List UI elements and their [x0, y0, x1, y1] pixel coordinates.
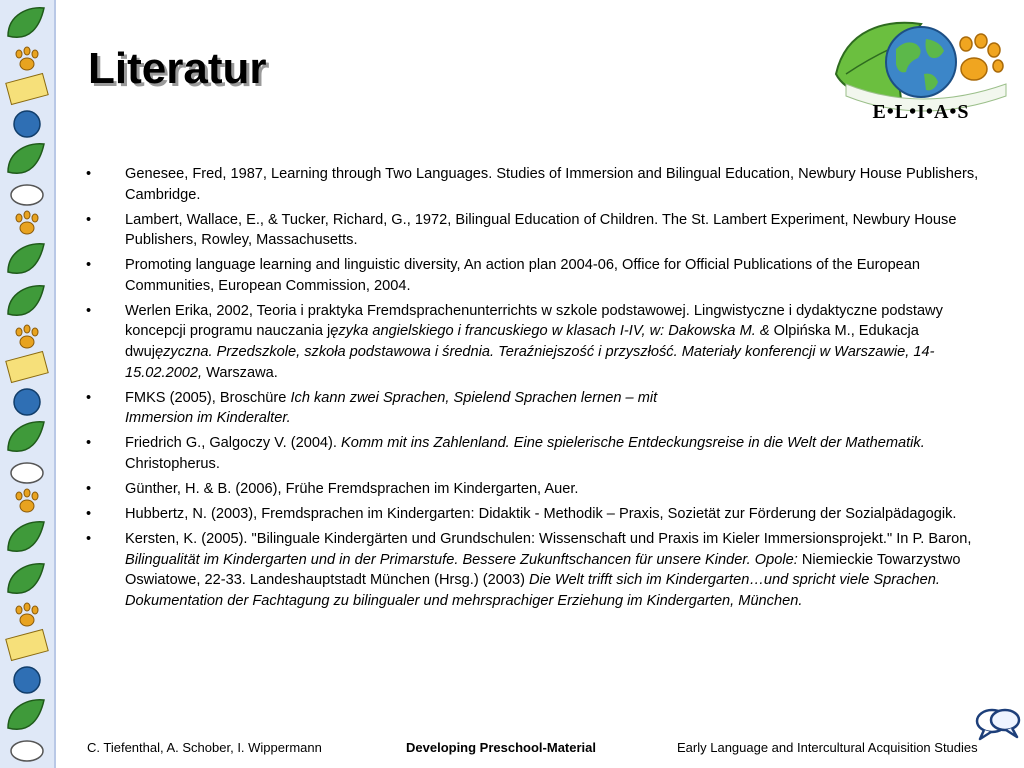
page-title: Literatur	[88, 44, 267, 93]
paw-icon	[16, 489, 38, 512]
reference-text: Teraźniejszość i przyszłość. Materiały konferencji w Warszawie, 14-15.02.2002,	[125, 343, 935, 381]
decorative-side-strip	[0, 0, 56, 768]
speech-bubble-icon	[11, 463, 43, 483]
paw-icon	[16, 325, 38, 348]
reference-text: Christopherus.	[125, 456, 220, 473]
reference-text: Bilingualität im Kindergarten und in der Primarstufe. Bessere Zukunftschancen für unsere Kinder. Opole:	[125, 551, 802, 568]
abc-blocks-icon	[6, 351, 48, 382]
reference-text: Warszawa.	[206, 364, 278, 381]
reference-text: Niemieckie Towarzystwo Oswiatowe, 22-33. Landeshauptstadt München (Hrsg.) (2003)	[125, 551, 961, 589]
reference-text: Genesee, Fred, 1987, Learning through Two Languages. Studies of Immersion and Bilingual Education, Newbury House Publishers, Cambridge.	[125, 166, 979, 203]
reference-text: Günther, H. & B. (2006), Frühe Fremdsprachen im Kindergarten, Auer.	[125, 481, 579, 498]
reference-text: ęzyczna. Przedszkole, szkoła podstawowa i średnia.	[155, 343, 499, 360]
reference-item	[86, 529, 996, 611]
reference-text: Werlen Erika, 2002, Teoria i praktyka Fremdsprachenunterrichts w szkole podstawowej. Lingwistyczne i dydaktyczne podstawy koncepcji programu nauczania j	[125, 302, 943, 340]
speech-bubble-icon	[11, 185, 43, 205]
leaf-icon	[8, 144, 44, 174]
reference-text: Die Welt trifft sich im Kindergarten…und spricht viele Sprachen. Dokumentation der Fachtagung zu bilingualer und mehrsprachiger Erziehung im Kindergarten, München.	[125, 572, 940, 609]
reference-item	[86, 479, 996, 500]
globe-icon	[14, 111, 40, 137]
reference-item	[86, 164, 996, 205]
elias-logo-text: E•L•I•A•S	[872, 101, 970, 123]
reference-item	[86, 433, 996, 474]
paw-icon	[16, 603, 38, 626]
abc-blocks-icon	[6, 73, 48, 104]
leaf-icon	[8, 564, 44, 594]
reference-text: Friedrich G., Galgoczy V. (2004).	[125, 435, 342, 452]
leaf-icon	[8, 244, 44, 274]
reference-text: Promoting language learning and linguistic diversity, An action plan 2004-06, Office for Official Publications of the European Communities, European Commission, 2004.	[125, 257, 921, 294]
bullet-marker: •	[86, 435, 92, 452]
bullet-marker: •	[86, 211, 92, 228]
leaf-icon	[8, 522, 44, 552]
reference-item	[86, 210, 996, 251]
reference-text: Komm mit ins Zahlenland. Eine spielerische Entdeckungsreise in die Welt der Mathematik.	[341, 435, 925, 452]
leaf-icon	[8, 422, 44, 452]
reference-text: Olpińska M., Edukacja dwuj	[125, 323, 919, 360]
bullet-marker: •	[86, 506, 92, 523]
bullet-marker: •	[86, 389, 92, 406]
reference-item	[86, 301, 996, 383]
speech-bubbles-icon	[974, 706, 1022, 742]
paw-icon	[16, 211, 38, 234]
bullet-marker: •	[86, 481, 92, 498]
reference-item	[86, 408, 996, 429]
footer	[0, 740, 1024, 760]
globe-icon	[14, 389, 40, 415]
bullet-marker: •	[86, 302, 92, 319]
footer-subtitle: Early Language and Intercultural Acquisition Studies	[677, 740, 978, 755]
bullet-marker: •	[86, 531, 92, 548]
reference-text: ęzyka angielskiego i francuskiego w klasach I-IV, w: Dakowska M. &	[330, 323, 774, 340]
leaf-icon	[8, 700, 44, 730]
reference-text: Lambert, Wallace, E., & Tucker, Richard, G., 1972, Bilingual Education of Children. The St. Lambert Experiment, Newbury House Publishers, Rowley, Massachusetts.	[125, 211, 957, 249]
leaf-icon	[8, 286, 44, 316]
reference-text: Kersten, K. (2005). "Bilinguale Kindergärten und Grundschulen: Wissenschaft und Praxis im Kieler Immersionsprojekt." In P. Baron,	[125, 531, 972, 548]
globe-icon	[14, 667, 40, 693]
reference-item	[86, 255, 996, 296]
abc-blocks-icon	[6, 629, 48, 660]
strip-pattern	[0, 0, 54, 768]
footer-title: Developing Preschool-Material	[406, 740, 596, 755]
footer-authors: C. Tiefenthal, A. Schober, I. Wippermann	[87, 740, 322, 755]
reference-item	[86, 388, 996, 409]
bullet-marker: •	[86, 166, 92, 182]
leaf-icon	[8, 8, 44, 38]
reference-text: Hubbertz, N. (2003), Fremdsprachen im Kindergarten: Didaktik - Methodik – Praxis, Sozietät zur Förderung der Sozialpädagogik.	[125, 506, 957, 523]
reference-text: Immersion im Kinderalter.	[125, 410, 291, 427]
reference-text: FMKS (2005), Broschüre	[125, 389, 291, 406]
reference-text: Ich kann zwei Sprachen, Spielend Sprachen lernen – mit	[290, 389, 658, 406]
reference-list	[86, 164, 996, 616]
paw-icon	[16, 47, 38, 70]
reference-item	[86, 504, 996, 525]
bullet-marker: •	[86, 257, 92, 274]
